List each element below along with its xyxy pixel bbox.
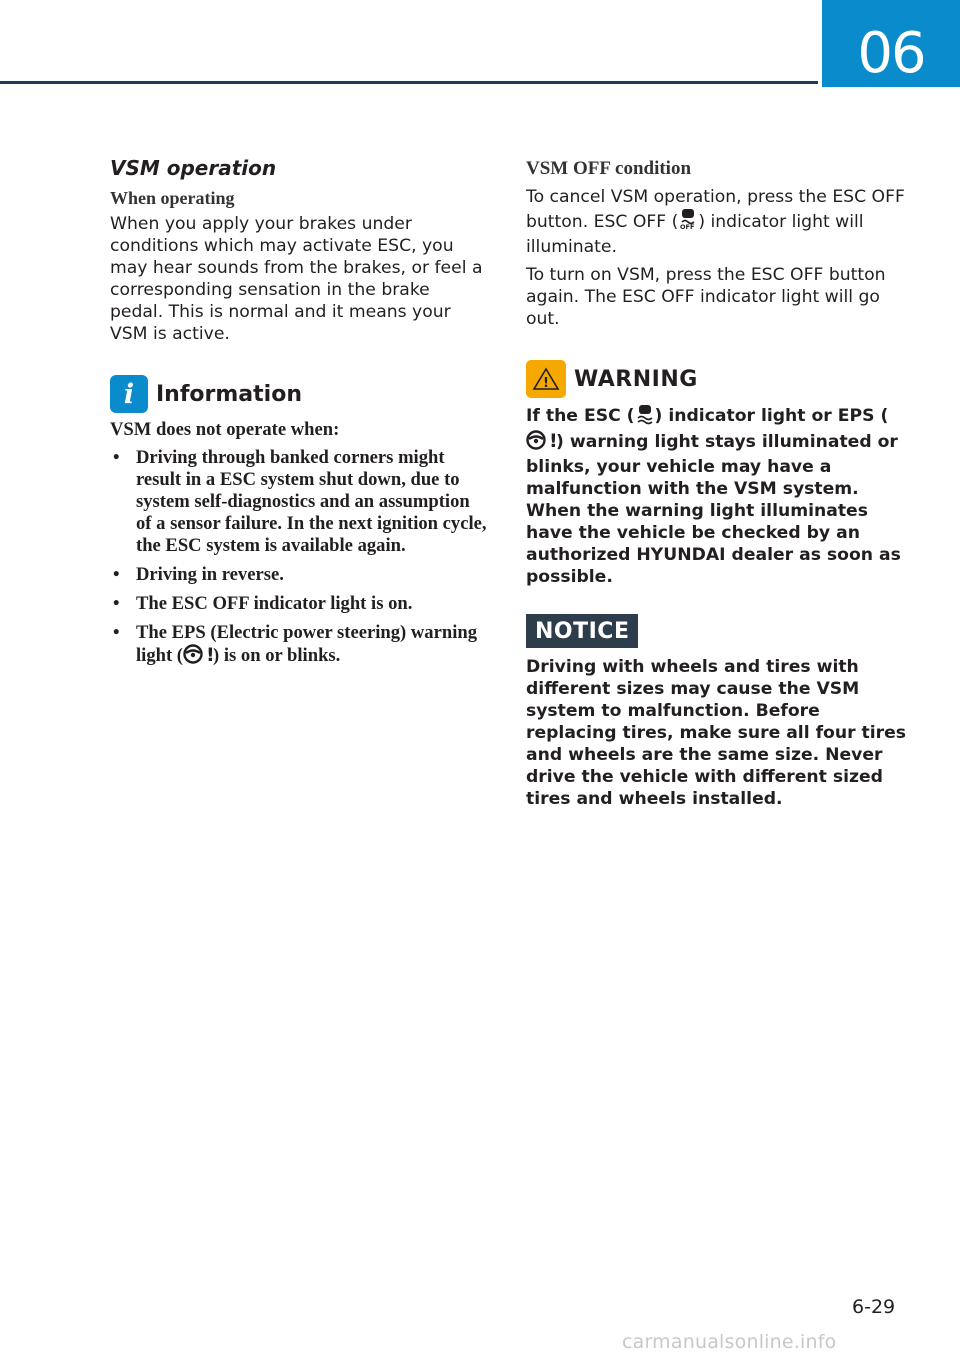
vsm-off-paragraph-2: To turn on VSM, press the ESC OFF button again. The ESC OFF indicator light will go out. bbox=[526, 265, 886, 329]
vsm-off-paragraph-1: To cancel VSM operation, press the ESC OFF button. ESC OFF ( OFF ) indicator light will illuminate. bbox=[526, 187, 905, 257]
list-item: • Driving in reverse. bbox=[113, 564, 284, 585]
information-header bbox=[110, 375, 488, 413]
subsection-title-vsm-off: VSM OFF condition bbox=[526, 158, 692, 179]
esc-indicator-icon bbox=[635, 404, 655, 430]
information-lead: VSM does not operate when: bbox=[110, 419, 340, 440]
left-column bbox=[110, 156, 488, 677]
warning-text: If the ESC ( ) indicator light or EPS ( ! ) warning light stays illuminated or blinks, your vehicle may have a malfunction with the VSM system. When the warning light illuminates have the vehicle be checked by an authorized HYUNDAI dealer as soon as possible. bbox=[526, 406, 901, 587]
warning-triangle-icon bbox=[526, 360, 566, 398]
svg-text:OFF: OFF bbox=[680, 223, 695, 231]
notice-badge: NOTICE bbox=[526, 614, 638, 648]
chapter-tab: 06 bbox=[822, 0, 960, 87]
list-item: • The ESC OFF indicator light is on. bbox=[113, 593, 413, 614]
esc-off-icon bbox=[678, 208, 698, 236]
list-item: • The EPS (Electric power steering) warning light ( ! ) is on or blinks. bbox=[110, 622, 488, 670]
warning-header bbox=[526, 360, 910, 398]
section-title: VSM operation bbox=[110, 156, 277, 180]
svg-text:!: ! bbox=[206, 644, 215, 666]
subsection-title-when-operating: When operating bbox=[110, 188, 235, 208]
warning-title: WARNING bbox=[574, 366, 698, 392]
eps-warning-icon bbox=[183, 644, 213, 670]
svg-text:!: ! bbox=[543, 376, 549, 391]
header-rule bbox=[0, 81, 818, 84]
bullet-mark: • bbox=[113, 447, 120, 468]
bullet-mark: • bbox=[113, 564, 120, 585]
info-icon: i bbox=[110, 375, 148, 413]
information-list bbox=[110, 447, 488, 670]
right-column bbox=[526, 158, 910, 810]
bullet-mark: • bbox=[113, 622, 120, 643]
page-number: 6-29 bbox=[852, 1296, 896, 1318]
eps-warning-icon bbox=[526, 430, 556, 456]
watermark: carmanualsonline.info bbox=[622, 1331, 837, 1353]
when-operating-paragraph: When you apply your brakes under conditions which may activate ESC, you may hear sounds from the brakes, or feel a corresponding sensation in the brake pedal. This is normal and it means your VSM is active. bbox=[110, 214, 483, 344]
list-item: • Driving through banked corners might result in a ESC system shut down, due to system self-diagnostics and an assumption of a sensor failure. In the next ignition cycle, the ESC system is available again. bbox=[113, 447, 487, 556]
svg-text:!: ! bbox=[549, 430, 558, 452]
notice-text: Driving with wheels and tires with different sizes may cause the VSM system to malfunction. Before replacing tires, make sure all four tires and wheels are the same size. Never drive the vehicle with different sized tires and wheels installed. bbox=[526, 657, 907, 809]
information-title: Information bbox=[156, 381, 302, 407]
bullet-mark: • bbox=[113, 593, 120, 614]
